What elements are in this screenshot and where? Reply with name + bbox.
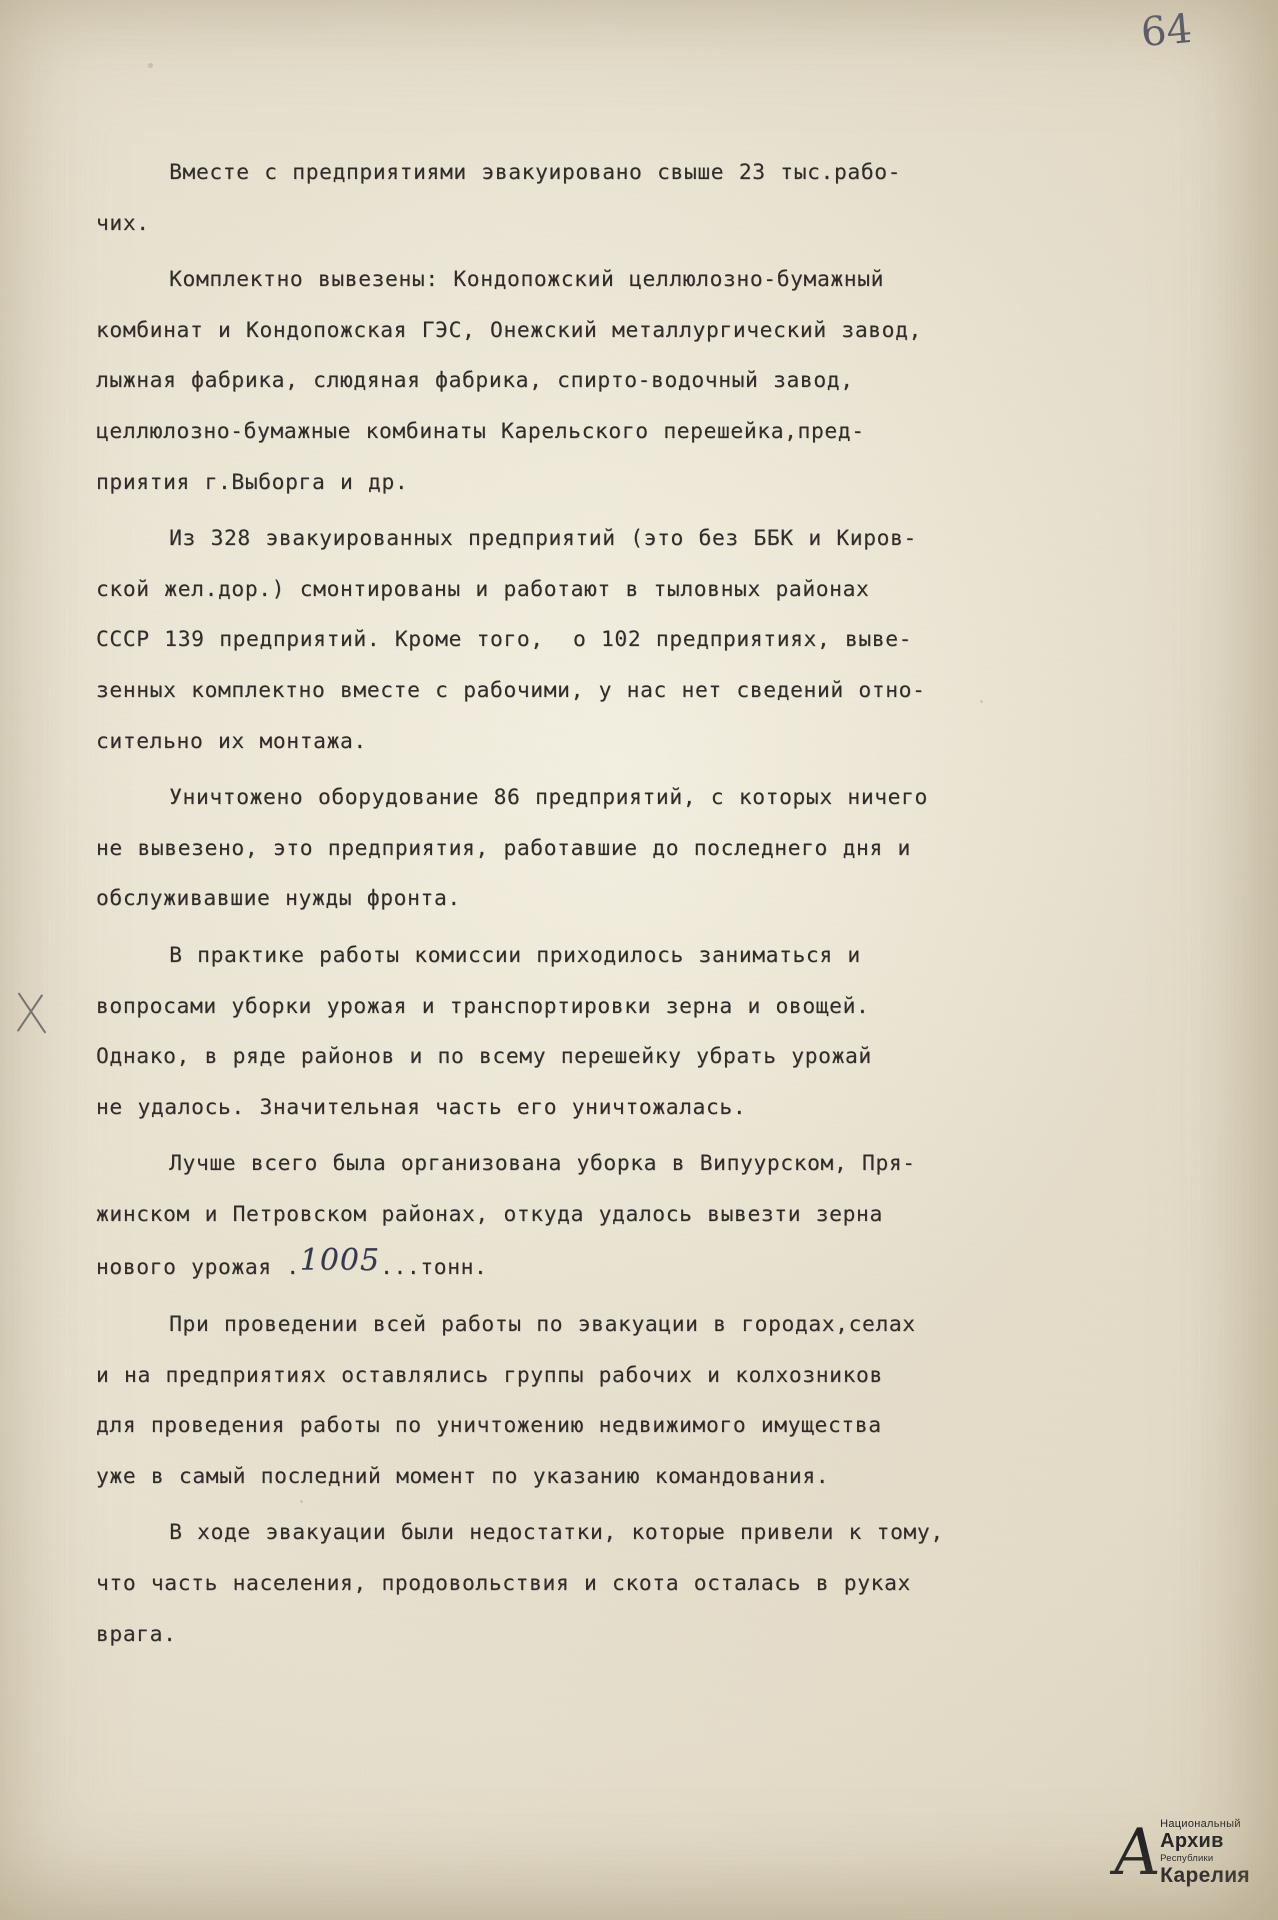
paper-speck bbox=[148, 63, 153, 68]
harvest-line-2: жинском и Петровском районах, откуда удалось вывезти зерна bbox=[96, 1201, 883, 1227]
harvest-line-3-suffix: ...тонн. bbox=[380, 1255, 488, 1281]
archive-monogram-icon: А bbox=[1106, 1816, 1162, 1890]
paragraph-destroyed-equipment: Уничтожено оборудование 86 предприятий, с которых ничего не вывезено, это предприятия, работавшие до последнего дня и обслуживавшие нужды фронта. bbox=[96, 785, 928, 912]
paragraph-complete-removal: Комплектно вывезены: Кондопожский целлюлозно-бумажный комбинат и Кондопожская ГЭС, Онежский металлургический завод, лыжная фабрика, слюдяная фабрика, спирто-водочный завод, целлюлозно-бумажные комбинаты Карельского перешейка,пред- приятия г.Выборга и др. bbox=[96, 267, 922, 495]
handwritten-tonnage: 1005 bbox=[299, 1243, 381, 1279]
paragraph-evacuated-workers: Вместе с предприятиями эвакуировано свыше 23 тыс.рабо- чих. bbox=[96, 160, 902, 236]
archive-logo-line-2: Архив bbox=[1160, 1830, 1224, 1852]
harvest-line-1: Лучше всего была организована уборка в Випуурском, Пря- bbox=[96, 1151, 916, 1177]
pencil-cross-mark bbox=[8, 990, 54, 1038]
typescript-body bbox=[96, 148, 1186, 1666]
archive-logo bbox=[1050, 1808, 1250, 1898]
archive-logo-text bbox=[1160, 1818, 1250, 1888]
paragraph-demolition-groups: При проведении всей работы по эвакуации в городах,селах и на предприятиях оставлялись группы рабочих и колхозников для проведения работы по уничтожению недвижимого имущества уже в самый последний момент по указанию командования. bbox=[96, 1312, 916, 1489]
paragraph-commission-practice: В практике работы комиссии приходилось заниматься и вопросами уборки урожая и транспортировки зерна и овощей. Однако, в ряде районов и по всему перешейку убрать урожай не удалось. Значительная часть его уничтожалась. bbox=[96, 942, 872, 1120]
paragraph-328-enterprises: Из 328 эвакуированных предприятий (это без ББК и Киров- ской жел.дор.) смонтированы и работают в тыловных районах СССР 139 предприятий. Кроме того, о 102 предприятиях, выве- зенных комплектно вместе с рабочими, у нас нет сведений отно- сительно их монтажа. bbox=[96, 526, 926, 754]
archive-logo-line-1: Национальный bbox=[1160, 1818, 1241, 1830]
folio-number: 64 bbox=[1139, 5, 1194, 57]
archive-logo-line-4: Карелия bbox=[1160, 1864, 1250, 1887]
archive-logo-line-3: Республики bbox=[1160, 1853, 1214, 1864]
harvest-line-3-prefix: нового урожая . bbox=[96, 1255, 300, 1281]
paragraph-harvest-districts bbox=[96, 1139, 1186, 1294]
paragraph-shortcomings: В ходе эвакуации были недостатки, которые привели к тому, что часть населения, продовольствия и скота осталась в руках врага. bbox=[96, 1520, 944, 1647]
